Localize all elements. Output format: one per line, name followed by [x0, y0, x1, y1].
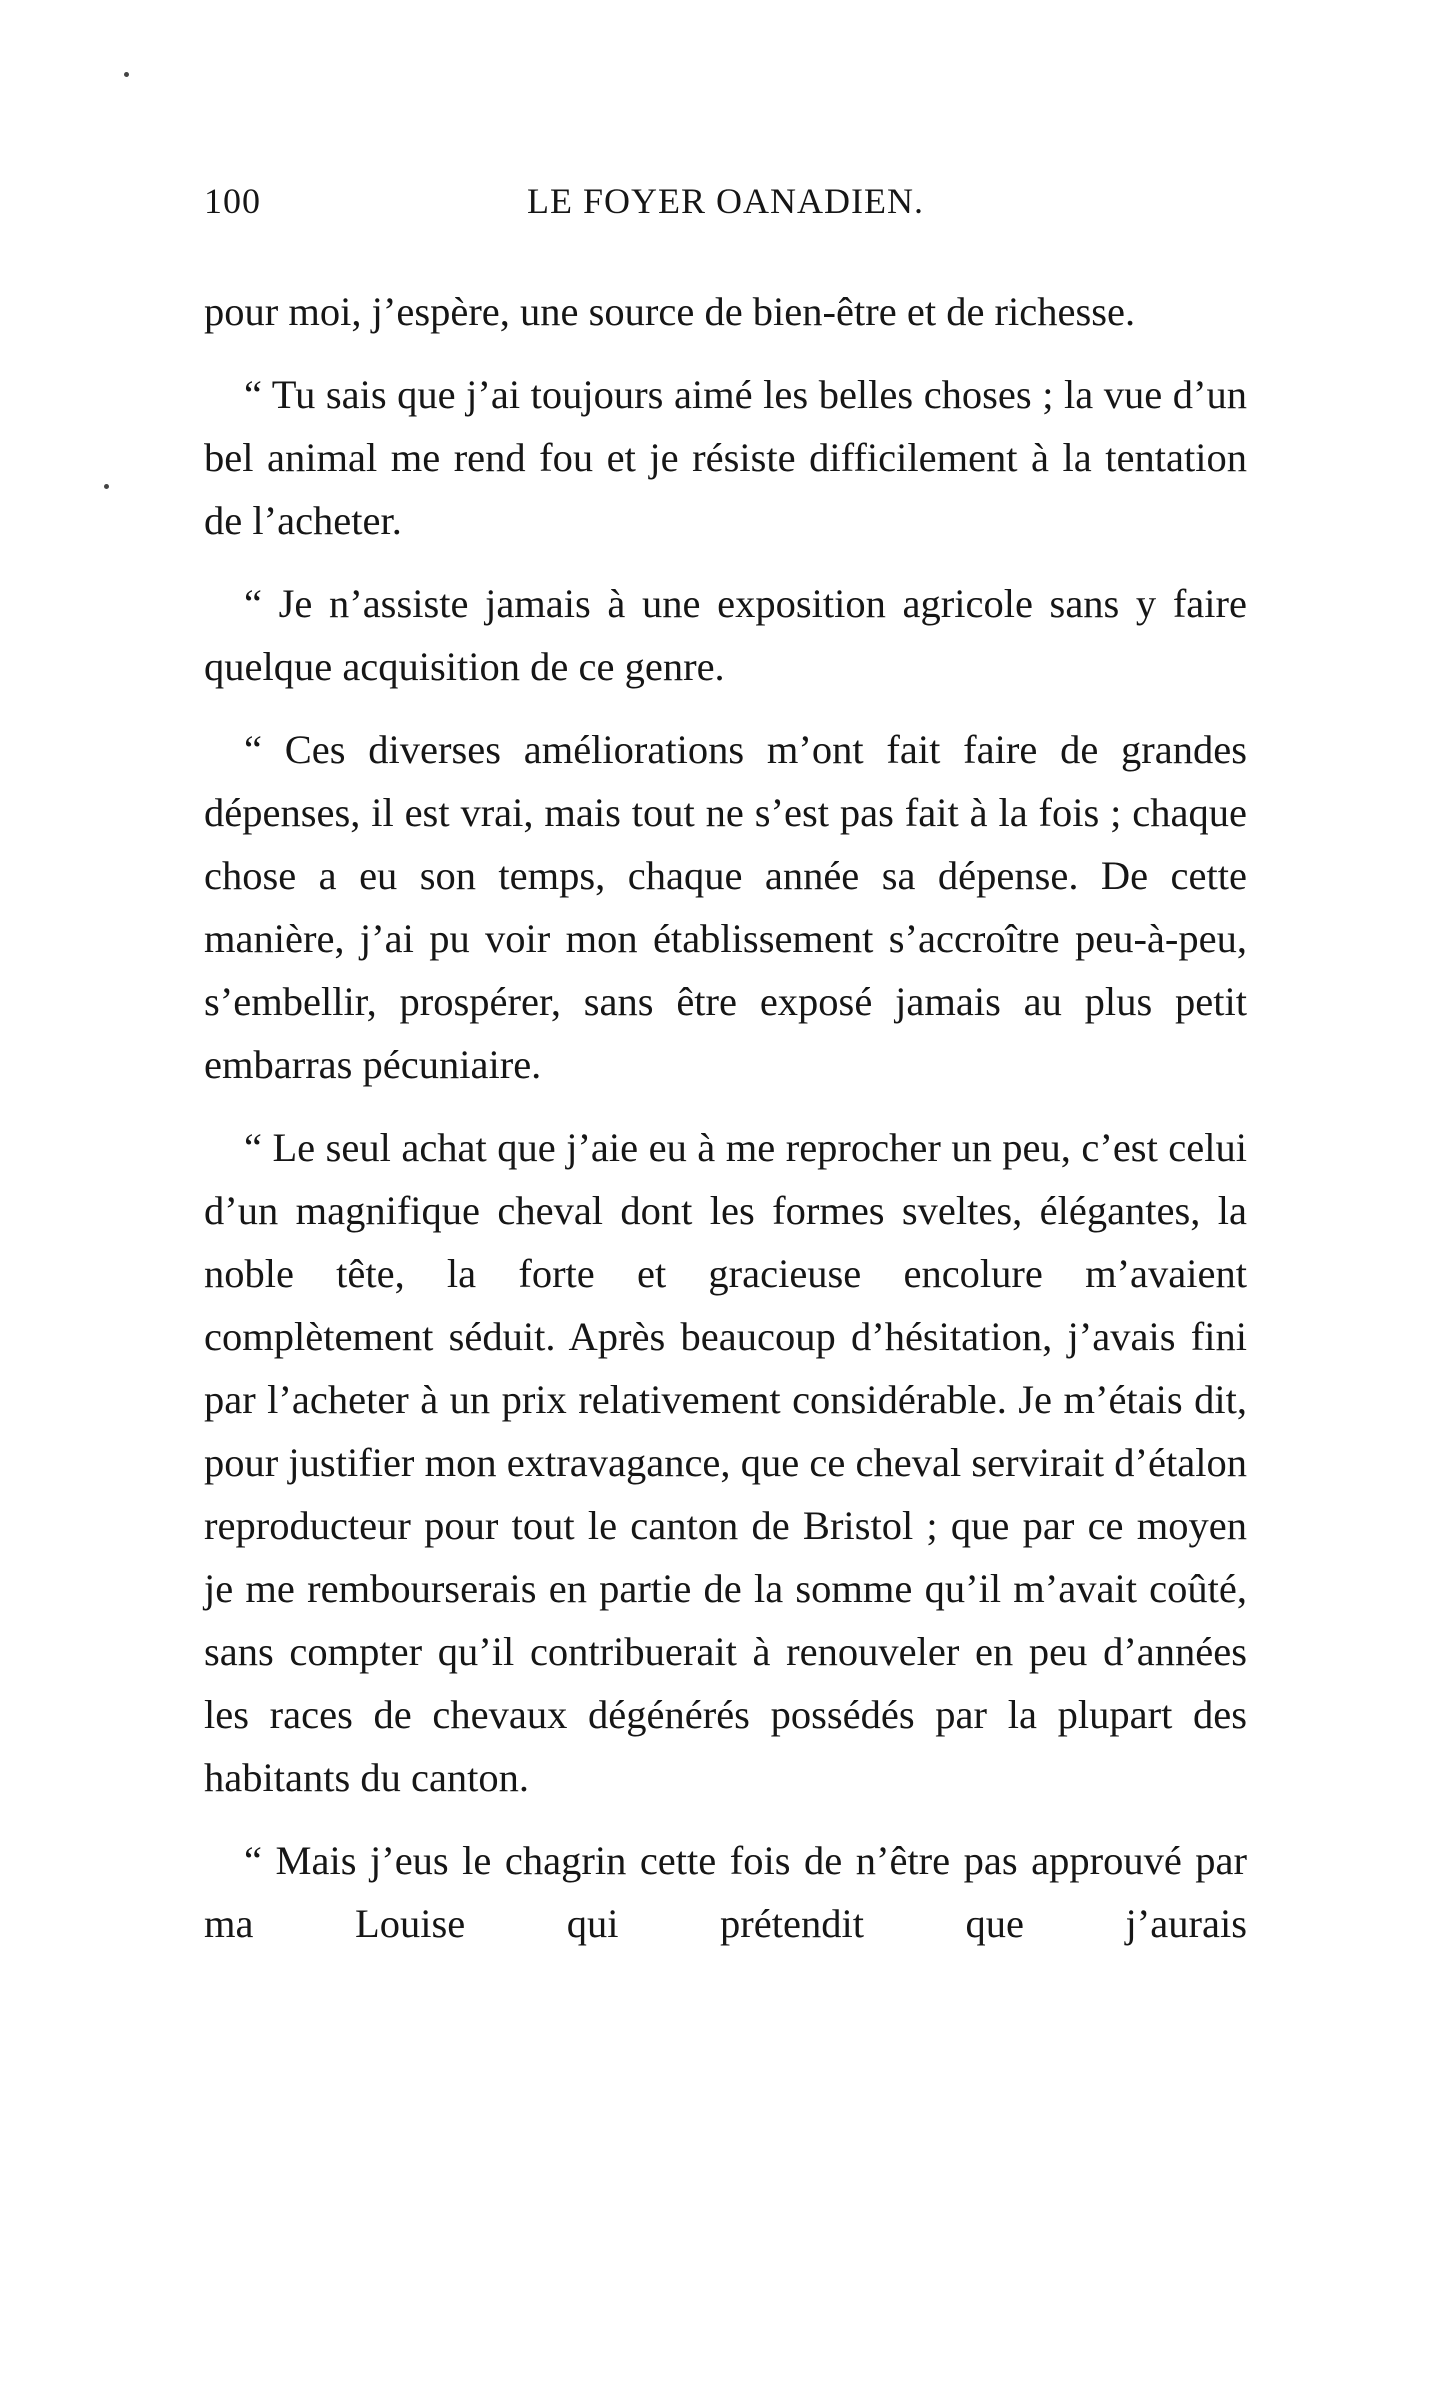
- ink-speck: [124, 72, 129, 77]
- paragraph: “ Tu sais que j’ai toujours aimé les belles choses ; la vue d’un bel animal me rend fou et je résiste difficilement à la tentation de l’acheter.: [204, 372, 1247, 543]
- paragraph: “ Mais j’eus le chagrin cette fois de n’être pas approuvé par ma Louise qui prétendit que j’aurais: [204, 1838, 1247, 1946]
- paragraph: “ Le seul achat que j’aie eu à me reprocher un peu, c’est celui d’un magnifique cheval dont les formes sveltes, élégantes, la noble tête, la forte et gracieuse encolure m’avaient complètement séduit. Après beaucoup d’hésitation, j’avais fini par l’acheter à un prix relativement considérable. Je m’étais dit, pour justifier mon extravagance, que ce cheval servirait d’étalon reproducteur pour tout le canton de Bristol ; que par ce moyen je me rembourserais en partie de la somme qu’il m’avait coûté, sans compter qu’il contribuerait à renouveler en peu d’années les races de chevaux dégénérés possédés par la plupart des habitants du canton.: [204, 1125, 1247, 1800]
- page-number: 100: [204, 181, 261, 221]
- ink-speck: [104, 484, 109, 489]
- paragraph: “ Je n’assiste jamais à une exposition agricole sans y faire quelque acquisition de ce genre.: [204, 581, 1247, 689]
- running-head: [204, 180, 1247, 240]
- paragraph: “ Ces diverses améliorations m’ont fait faire de grandes dépenses, il est vrai, mais tout ne s’est pas fait à la fois ; chaque chose a eu son temps, chaque année sa dépense. De cette manière, j’ai pu voir mon établissement s’accroître peu-à-peu, s’embellir, prospérer, sans être exposé jamais au plus petit embarras pécuniaire.: [204, 727, 1247, 1087]
- running-title: LE FOYER OANADIEN.: [527, 181, 924, 221]
- body-text: [204, 280, 1247, 1975]
- book-page: [204, 0, 1247, 2398]
- paragraph: pour moi, j’espère, une source de bien-être et de richesse.: [204, 289, 1136, 334]
